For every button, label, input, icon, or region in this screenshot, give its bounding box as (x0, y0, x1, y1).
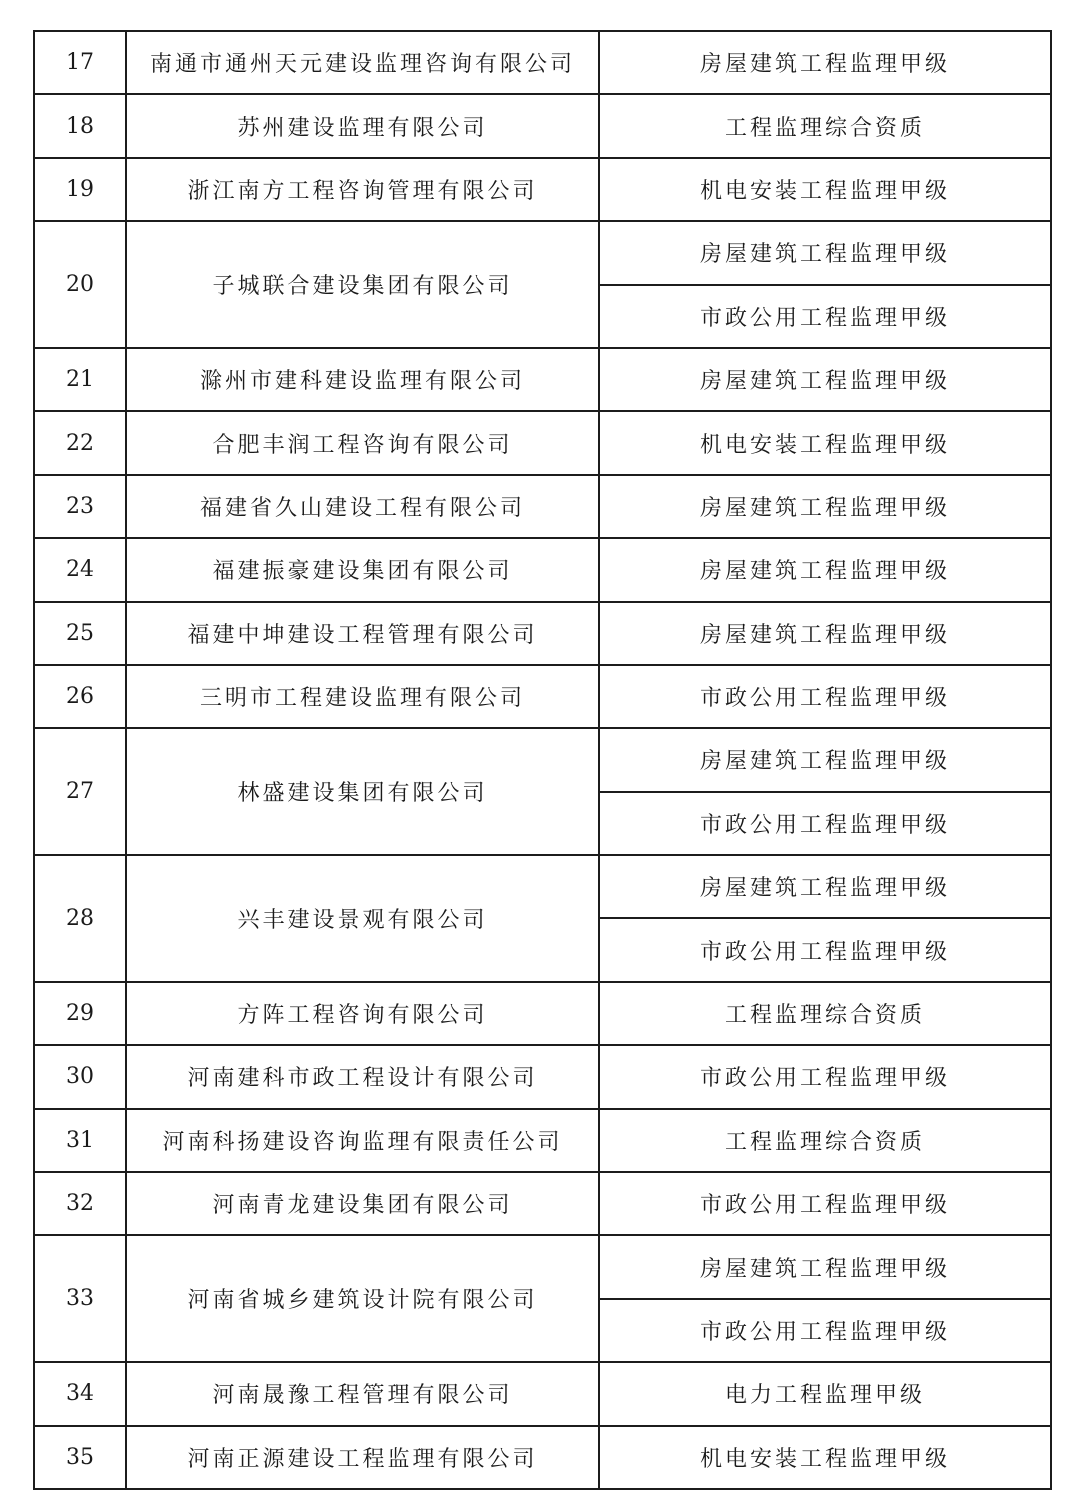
qualification: 房屋建筑工程监理甲级 (599, 538, 1051, 601)
row-number: 22 (34, 411, 126, 474)
row-number: 35 (34, 1426, 126, 1489)
table-row (34, 665, 1051, 728)
row-number: 26 (34, 665, 126, 728)
table-row (34, 411, 1051, 474)
table-row (34, 94, 1051, 157)
table-body (34, 31, 1051, 1489)
qualification: 机电安装工程监理甲级 (599, 411, 1051, 474)
table-row (34, 348, 1051, 411)
qualification-table (33, 30, 1052, 1490)
company-name: 子城联合建设集团有限公司 (126, 221, 599, 348)
qualification: 房屋建筑工程监理甲级 (599, 475, 1051, 538)
qualification: 市政公用工程监理甲级 (599, 1299, 1051, 1362)
qualification: 房屋建筑工程监理甲级 (599, 221, 1051, 284)
row-number: 23 (34, 475, 126, 538)
qualification: 电力工程监理甲级 (599, 1362, 1051, 1425)
row-number: 18 (34, 94, 126, 157)
company-name: 河南晟豫工程管理有限公司 (126, 1362, 599, 1425)
table-row (34, 728, 1051, 791)
qualification: 房屋建筑工程监理甲级 (599, 728, 1051, 791)
qualification: 市政公用工程监理甲级 (599, 1172, 1051, 1235)
company-name: 河南正源建设工程监理有限公司 (126, 1426, 599, 1489)
table-row (34, 1172, 1051, 1235)
table-row (34, 1235, 1051, 1298)
row-number: 33 (34, 1235, 126, 1362)
row-number: 17 (34, 31, 126, 94)
table-row (34, 1362, 1051, 1425)
qualification: 机电安装工程监理甲级 (599, 1426, 1051, 1489)
qualification: 工程监理综合资质 (599, 94, 1051, 157)
table-row (34, 855, 1051, 918)
qualification: 房屋建筑工程监理甲级 (599, 602, 1051, 665)
row-number: 20 (34, 221, 126, 348)
table-row (34, 221, 1051, 284)
company-name: 福建中坤建设工程管理有限公司 (126, 602, 599, 665)
qualification: 房屋建筑工程监理甲级 (599, 1235, 1051, 1298)
row-number: 32 (34, 1172, 126, 1235)
row-number: 30 (34, 1045, 126, 1108)
qualification: 市政公用工程监理甲级 (599, 1045, 1051, 1108)
row-number: 19 (34, 158, 126, 221)
company-name: 兴丰建设景观有限公司 (126, 855, 599, 982)
qualification: 市政公用工程监理甲级 (599, 918, 1051, 981)
company-name: 福建省久山建设工程有限公司 (126, 475, 599, 538)
qualification: 市政公用工程监理甲级 (599, 285, 1051, 348)
company-name: 福建振豪建设集团有限公司 (126, 538, 599, 601)
company-name: 河南青龙建设集团有限公司 (126, 1172, 599, 1235)
row-number: 21 (34, 348, 126, 411)
row-number: 27 (34, 728, 126, 855)
qualification: 工程监理综合资质 (599, 1109, 1051, 1172)
table-row (34, 1045, 1051, 1108)
company-name: 三明市工程建设监理有限公司 (126, 665, 599, 728)
qualification: 房屋建筑工程监理甲级 (599, 31, 1051, 94)
qualification: 市政公用工程监理甲级 (599, 665, 1051, 728)
company-name: 苏州建设监理有限公司 (126, 94, 599, 157)
company-name: 合肥丰润工程咨询有限公司 (126, 411, 599, 474)
qualification: 工程监理综合资质 (599, 982, 1051, 1045)
company-name: 南通市通州天元建设监理咨询有限公司 (126, 31, 599, 94)
row-number: 24 (34, 538, 126, 601)
qualification: 房屋建筑工程监理甲级 (599, 348, 1051, 411)
row-number: 25 (34, 602, 126, 665)
table-row (34, 31, 1051, 94)
company-name: 滁州市建科建设监理有限公司 (126, 348, 599, 411)
company-name: 方阵工程咨询有限公司 (126, 982, 599, 1045)
row-number: 34 (34, 1362, 126, 1425)
table-row (34, 602, 1051, 665)
table-row (34, 982, 1051, 1045)
qualification: 市政公用工程监理甲级 (599, 792, 1051, 855)
qualification: 机电安装工程监理甲级 (599, 158, 1051, 221)
table-row (34, 158, 1051, 221)
row-number: 31 (34, 1109, 126, 1172)
table-row (34, 1109, 1051, 1172)
row-number: 28 (34, 855, 126, 982)
row-number: 29 (34, 982, 126, 1045)
qualification: 房屋建筑工程监理甲级 (599, 855, 1051, 918)
company-name: 河南建科市政工程设计有限公司 (126, 1045, 599, 1108)
company-name: 河南省城乡建筑设计院有限公司 (126, 1235, 599, 1362)
company-name: 河南科扬建设咨询监理有限责任公司 (126, 1109, 599, 1172)
table-row (34, 538, 1051, 601)
company-name: 林盛建设集团有限公司 (126, 728, 599, 855)
company-name: 浙江南方工程咨询管理有限公司 (126, 158, 599, 221)
table-row (34, 1426, 1051, 1489)
table-row (34, 475, 1051, 538)
